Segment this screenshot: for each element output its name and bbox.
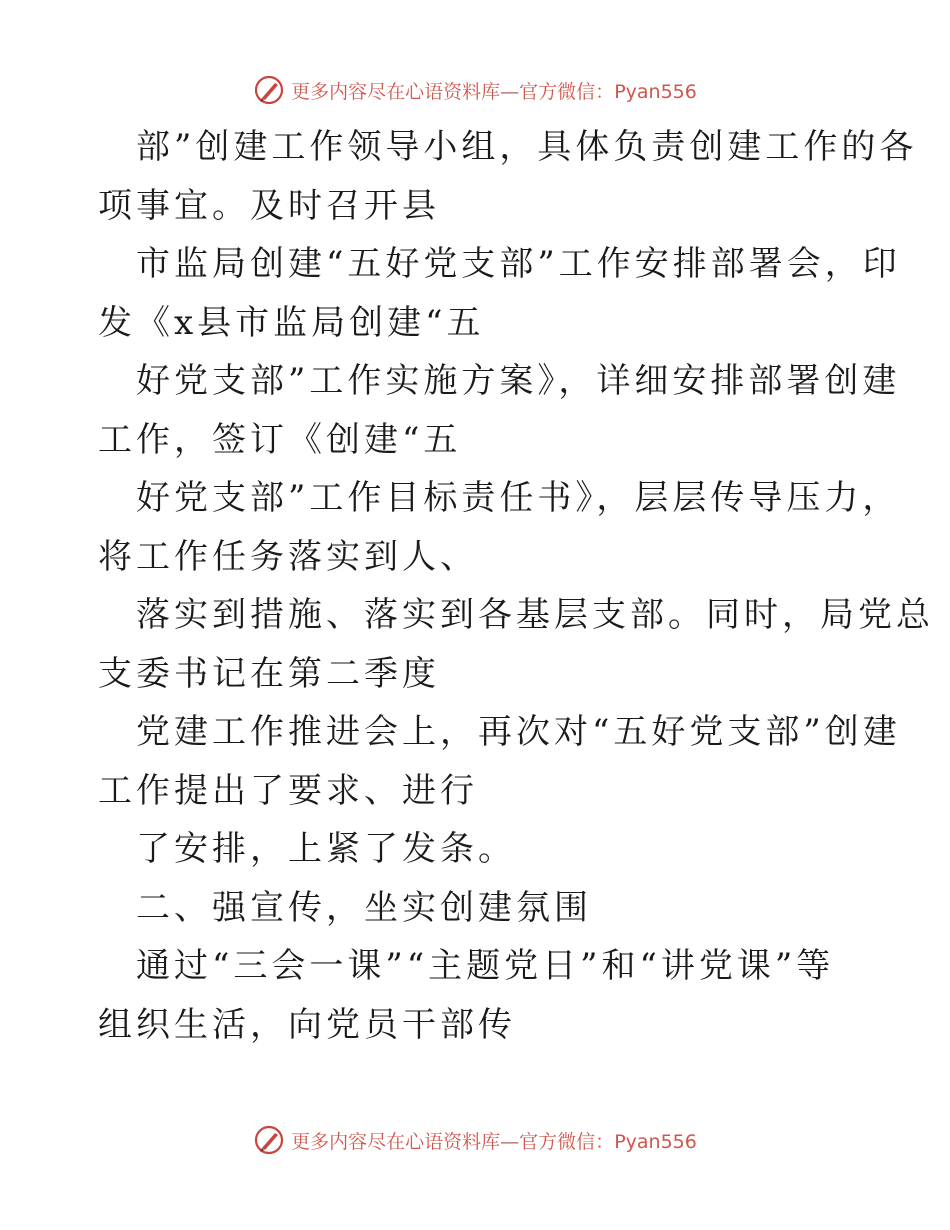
watermark-slogan: 更多内容尽在心语资料库 xyxy=(291,1130,501,1153)
text-line: 组织生活，向党员干部传 xyxy=(98,1004,516,1045)
text-line: 项事宜。及时召开县 xyxy=(98,185,440,226)
watermark-wechat-label: 官方微信： xyxy=(519,1130,615,1153)
footer-watermark xyxy=(0,1120,950,1160)
text-line: 部”创建工作领导小组，具体负责创建工作的各 xyxy=(136,127,918,167)
quill-pen-logo-icon xyxy=(253,74,285,106)
document-body xyxy=(98,118,934,1054)
watermark-wechat-label: 官方微信： xyxy=(519,80,615,103)
text-line: 党建工作推进会上，再次对“五好党支部”创建 xyxy=(136,712,901,752)
watermark-text xyxy=(291,77,697,104)
text-line: 好党支部”工作目标责任书》，层层传导压力， xyxy=(136,478,901,518)
text-line: 通过“三会一课”“主题党日”和“讲党课”等 xyxy=(136,946,835,986)
text-line: 好党支部”工作实施方案》，详细安排部署创建 xyxy=(136,361,901,401)
watermark-separator: — xyxy=(500,80,520,103)
text-line: 工作，签订《创建“五 xyxy=(98,419,462,460)
text-line: 落实到措施、落实到各基层支部。同时，局党总 xyxy=(136,595,934,635)
section-heading: 二、强宣传，坐实创建氛围 xyxy=(136,887,592,928)
text-line: 发《x县市监局创建“五 xyxy=(98,302,485,343)
watermark-slogan: 更多内容尽在心语资料库 xyxy=(291,80,501,103)
watermark-text xyxy=(291,1127,697,1154)
quill-pen-logo-icon xyxy=(253,1124,285,1156)
text-line: 支委书记在第二季度 xyxy=(98,653,440,694)
text-line: 将工作任务落实到人、 xyxy=(98,536,478,577)
text-line: 市监局创建“五好党支部”工作安排部署会，印 xyxy=(136,244,901,284)
header-watermark xyxy=(0,70,950,110)
watermark-wechat-id: Pyan556 xyxy=(614,80,697,103)
watermark-wechat-id: Pyan556 xyxy=(614,1130,697,1153)
watermark-separator: — xyxy=(500,1130,520,1153)
text-line: 工作提出了要求、进行 xyxy=(98,770,478,811)
text-line: 了安排，上紧了发条。 xyxy=(136,829,516,869)
